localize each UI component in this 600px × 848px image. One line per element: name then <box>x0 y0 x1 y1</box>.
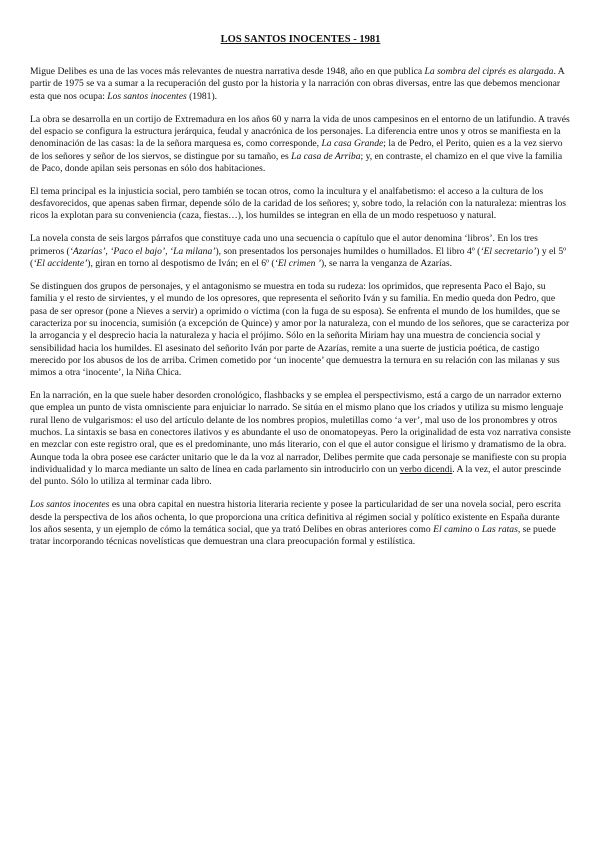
paragraph-2 <box>30 114 571 176</box>
italic-title: La casa de Arriba <box>291 150 361 162</box>
paragraph-text: En la narración, en la que suele haber desorden cronológico, flashbacks y se emplea el perspectivismo, está a cargo de un narrador externo que emplea un punto de vista omnisciente para enjuiciar lo narrado. Se sitúa en el mismo plano que los criados y utiliza su mismo lenguaje rural lleno de vulgarismos: el uso del artículo delante de los nombres propios, muletillas como ‘a ver’, mal uso de los pronombres y otros muchos. La sintaxis se basa en conectores ilativos y es abundante el uso de onomatopeyas. Pero la originalidad de esta voz narrativa consiste en mezclar con este registro oral, que es el predominante, uno más literario, con el que el autor consigue el lirismo y dramatismo de la obra. Aunque toda la obra posee ese carácter unitario que le da la voz al narrador, Delibes permite que cada personaje se manifieste con su propia individualidad y lo marca mediante un salto de línea en cada parlamento sin introducirlo con un <box>30 390 571 476</box>
paragraph-text: El tema principal es la injusticia social, pero también se tocan otros, como la incultura y el analfabetismo: el acceso a la cultura de los desfavorecidos, que apenas saben firmar, depende sólo de la caridad de los señores; y, sobre todo, la relación con la naturaleza: mientras los ricos la explotan para su conveniencia (caza, fiestas…), los humildes se integran en ella de un modo respetuoso y natural. <box>30 185 567 222</box>
document-title: LOS SANTOS INOCENTES - 1981 <box>220 34 381 45</box>
italic-title: ‘Azarías’, ‘Paco el bajo’, ‘La milana’ <box>69 245 216 257</box>
paragraph-text: , se puede tratar incorporando técnicas novelísticas que demuestran una clara preocupación formal y estilística. <box>30 524 556 548</box>
underlined-term: verbo dicendi <box>399 464 453 476</box>
paragraph-text: (1981). <box>186 90 218 102</box>
paragraph-7 <box>30 499 571 548</box>
paragraph-text: ), se narra la venganza de Azarías. <box>320 257 453 269</box>
paragraph-text: . A la vez, el autor prescinde del punto. Sólo lo utiliza al terminar cada libro. <box>30 464 561 488</box>
paragraph-5 <box>30 281 571 380</box>
paragraph-4 <box>30 233 571 270</box>
paragraph-text: o <box>472 524 482 535</box>
paragraph-text: ; y, en contraste, el chamizo en el que vive la familia de Paco, donde apilan seis personas en sólo dos habitaciones. <box>30 150 563 174</box>
italic-title: Los santos inocentes <box>107 90 187 102</box>
paragraph-text: ), son presentados los personajes humildes o humillados. El libro 4º ( <box>215 245 481 257</box>
italic-title: Las ratas <box>481 524 518 535</box>
paragraph-text: ) y el 5º ( <box>30 245 567 269</box>
paragraph-text: ), giran en torno al despotismo de Iván; en el 6º ( <box>87 257 275 269</box>
italic-title: Los santos inocentes <box>30 499 110 511</box>
italic-title: El camino <box>433 524 473 535</box>
paragraph-1 <box>30 66 571 103</box>
document-body <box>30 66 571 549</box>
document-page <box>30 34 571 559</box>
italic-title: ‘El secretario’ <box>480 245 537 257</box>
paragraph-text: La novela consta de seis largos párrafos que constituye cada uno una secuencia o capítulo que el autor denomina ‘libros’. En los tres primeros ( <box>30 233 538 257</box>
italic-title: La casa Grande <box>321 138 384 150</box>
paragraph-text: es una obra capital en nuestra historia literaria reciente y posee la particularidad de ser una novela social, pero escrita desde la perspectiva de los años ochenta, lo que proporciona una crítica definitiva al régimen social y político existente en España durante los años sesenta, y un ejemplo de cómo la temática social, que ya trató Delibes en obras anteriores como <box>30 499 561 535</box>
paragraph-text: Migue Delibes es una de las voces más relevantes de nuestra narrativa desde 1948, año en que publica <box>30 66 425 77</box>
italic-title: ‘El crimen ’ <box>274 257 321 269</box>
paragraph-3 <box>30 186 571 223</box>
italic-title: La sombra del ciprés es alargada <box>424 66 554 77</box>
paragraph-text: . A partir de 1975 se va a sumar a la recuperación del gusto por la historia y la narración con obras diversas, entre las que debemos mencionar esta que nos ocupa: <box>30 66 565 102</box>
paragraph-6 <box>30 390 571 489</box>
italic-title: ‘El accidente’ <box>33 257 88 269</box>
paragraph-text: La obra se desarrolla en un cortijo de Extremadura en los años 60 y narra la vida de unos campesinos en el entorno de un latifundio. A través del espacio se configura la estructura jerárquica, feudal y anacrónica de los personajes. La diferencia entre unos y otros se manifiesta en la denominación de las casas: la de la señora marquesa es, como corresponde, <box>30 113 570 150</box>
paragraph-text: Se distinguen dos grupos de personajes, y el antagonismo se muestra en toda su rudeza: los oprimidos, que representa Paco el Bajo, su familia y el resto de sirvientes, y el mundo de los opresores, que representa el señorito Iván y su familia. En medio queda don Pedro, que pasa de ser opresor (pone a Nieves a servir) a oprimido o víctima (con la fuga de su esposa). Se enfrenta el mundo de los humildes, que se caracteriza por su inocencia, sumisión (a excepción de Quince) y amor por la naturaleza, con el mundo de los señores, que se caracteriza por la arrogancia y el desprecio hacia la naturaleza y hacia el prójimo. Sólo en la señorita Miriam hay una muestra de conciencia social y sensibilidad hacia los humildes. El asesinato del señorito Iván por parte de Azarías, remite a una suerte de justicia poética, de castigo merecido por los abusos de los de arriba. Crimen cometido por ‘un inocente’ que demuestra la ternura en su relación con las milanas y sus mimos a otra ‘inocente’, la Niña Chica. <box>30 280 570 379</box>
paragraph-text: ; la de Pedro, el Perito, quien es a la vez siervo de los señores y señor de los siervos, se distingue por su tamaño, es <box>30 138 563 162</box>
